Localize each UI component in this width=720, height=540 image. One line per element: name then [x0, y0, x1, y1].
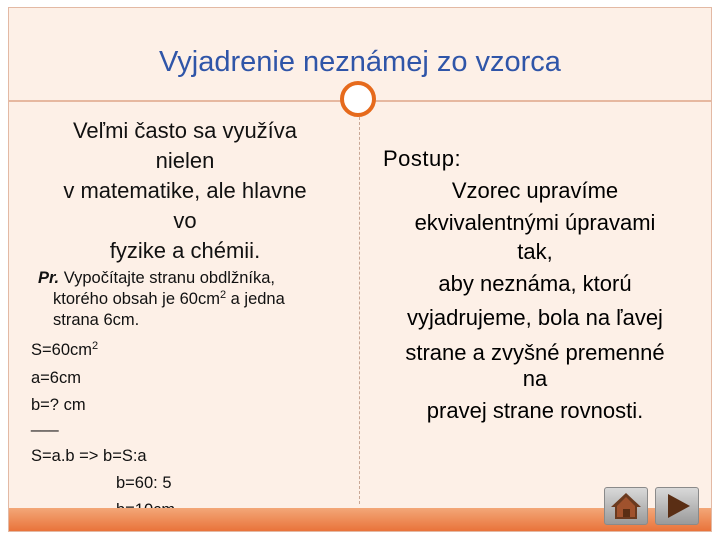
postup-heading: Postup:: [383, 146, 462, 171]
play-next-icon: [656, 488, 698, 524]
postup-line: vyjadrujeme, bola na ľavej: [407, 305, 663, 330]
next-button[interactable]: [655, 487, 699, 525]
example-line: ktorého obsah je 60cm: [53, 290, 220, 308]
example-line: a jedna: [226, 290, 285, 308]
calc-b: b=? cm: [31, 396, 86, 414]
intro-line: fyzike a chémii.: [109, 238, 261, 263]
slide-title: Vyjadrenie neznámej zo vzorca: [159, 46, 561, 78]
calc-step: b=60: 5: [116, 474, 172, 492]
calc-rule: ___: [31, 414, 59, 432]
intro-line: v matematike, ale hlavne: [63, 178, 307, 203]
example-line: strana 6cm.: [53, 311, 140, 329]
postup-line: pravej strane rovnosti.: [426, 398, 644, 423]
intro-text: [20, 116, 350, 266]
intro-line: nielen: [155, 148, 215, 173]
superscript: 2: [92, 340, 99, 352]
intro-line: vo: [173, 208, 197, 233]
postup-line: strane a zvyšné premenné: [405, 340, 665, 365]
home-icon: [605, 488, 647, 524]
calc-s-text: S=60cm: [31, 341, 92, 359]
calc-formula: S=a.b => b=S:a: [31, 447, 147, 465]
divider-circle: [340, 81, 376, 117]
postup-line: na: [522, 366, 548, 391]
column-divider: [359, 112, 360, 504]
intro-line: Veľmi často sa využíva: [72, 118, 298, 143]
superscript: 2: [219, 289, 227, 301]
home-button[interactable]: [604, 487, 648, 525]
postup-line: ekvivalentnými úpravami: [414, 210, 656, 235]
example-text: [38, 268, 348, 331]
calc-s: [31, 341, 98, 360]
postup-line: aby neznáma, ktorú: [438, 271, 632, 296]
example-prefix: Pr.: [38, 269, 60, 287]
calc-a: a=6cm: [31, 369, 81, 387]
postup-line: Vzorec upravíme: [451, 178, 619, 203]
postup-line: tak,: [517, 239, 553, 264]
example-line: Vypočítajte stranu obdlžníka,: [63, 269, 275, 287]
